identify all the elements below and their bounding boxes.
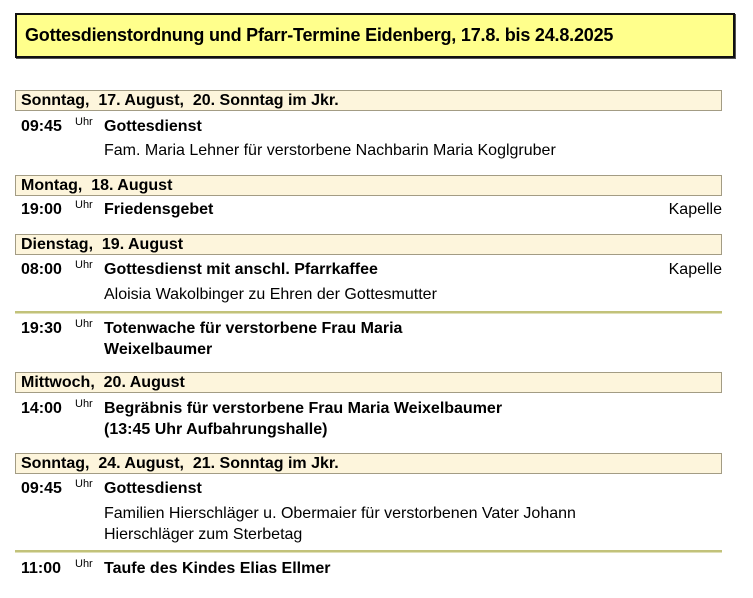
event-row — [0, 116, 753, 138]
day-label: Sonntag, 17. August, 20. Sonntag im Jkr. — [21, 92, 339, 109]
event-row — [0, 199, 753, 221]
event-title-cont: (13:45 Uhr Aufbahrungshalle) — [104, 421, 328, 438]
day-label: Montag, 18. August — [21, 177, 173, 194]
day-header — [15, 234, 722, 255]
event-time: 14:00 — [21, 400, 62, 417]
uhr-label: Uhr — [75, 259, 93, 271]
event-time: 08:00 — [21, 261, 62, 278]
event-row — [0, 259, 753, 281]
event-title: Gottesdienst — [104, 118, 202, 135]
uhr-label: Uhr — [75, 116, 93, 128]
uhr-label: Uhr — [75, 398, 93, 410]
event-detail-row — [0, 284, 753, 306]
event-time: 19:30 — [21, 320, 62, 337]
event-detail: Familien Hierschläger u. Obermaier für verstorbenen Vater Johann — [104, 505, 576, 522]
page-title: Gottesdienstordnung und Pfarr-Termine Eidenberg, 17.8. bis 24.8.2025 — [25, 25, 614, 45]
event-title: Gottesdienst mit anschl. Pfarrkaffee — [104, 261, 378, 278]
event-detail: Hierschläger zum Sterbetag — [104, 526, 303, 543]
uhr-label: Uhr — [75, 478, 93, 490]
uhr-label: Uhr — [75, 199, 93, 211]
event-row — [0, 398, 753, 420]
event-title-cont: Weixelbaumer — [104, 341, 213, 358]
day-label: Dienstag, 19. August — [21, 236, 184, 253]
event-row — [0, 558, 753, 580]
day-header — [15, 453, 722, 474]
event-detail-row — [0, 503, 753, 525]
event-row-cont — [0, 339, 753, 361]
event-detail-row — [0, 140, 753, 162]
event-time: 09:45 — [21, 118, 62, 135]
event-row — [0, 478, 753, 500]
event-time: 09:45 — [21, 480, 62, 497]
day-header — [15, 90, 722, 111]
event-time: 19:00 — [21, 201, 62, 218]
event-location: Kapelle — [668, 201, 722, 218]
event-title: Totenwache für verstorbene Frau Maria — [104, 320, 403, 337]
event-title: Friedensgebet — [104, 201, 214, 218]
day-header — [15, 372, 722, 393]
title-box — [15, 13, 735, 58]
event-title: Taufe des Kindes Elias Ellmer — [104, 560, 331, 577]
day-label: Sonntag, 24. August, 21. Sonntag im Jkr. — [21, 455, 339, 472]
event-title: Begräbnis für verstorbene Frau Maria Weixelbaumer — [104, 400, 503, 417]
event-detail-row — [0, 524, 753, 546]
event-divider — [15, 550, 722, 553]
event-time: 11:00 — [21, 560, 62, 577]
event-row — [0, 318, 753, 340]
event-detail: Fam. Maria Lehner für verstorbene Nachbarin Maria Koglgruber — [104, 142, 556, 159]
uhr-label: Uhr — [75, 318, 93, 330]
day-label: Mittwoch, 20. August — [21, 374, 185, 391]
event-row-cont — [0, 419, 753, 441]
event-title: Gottesdienst — [104, 480, 202, 497]
day-header — [15, 175, 722, 196]
event-detail: Aloisia Wakolbinger zu Ehren der Gottesmutter — [104, 286, 437, 303]
event-divider — [15, 311, 722, 314]
uhr-label: Uhr — [75, 558, 93, 570]
event-location: Kapelle — [668, 261, 722, 278]
